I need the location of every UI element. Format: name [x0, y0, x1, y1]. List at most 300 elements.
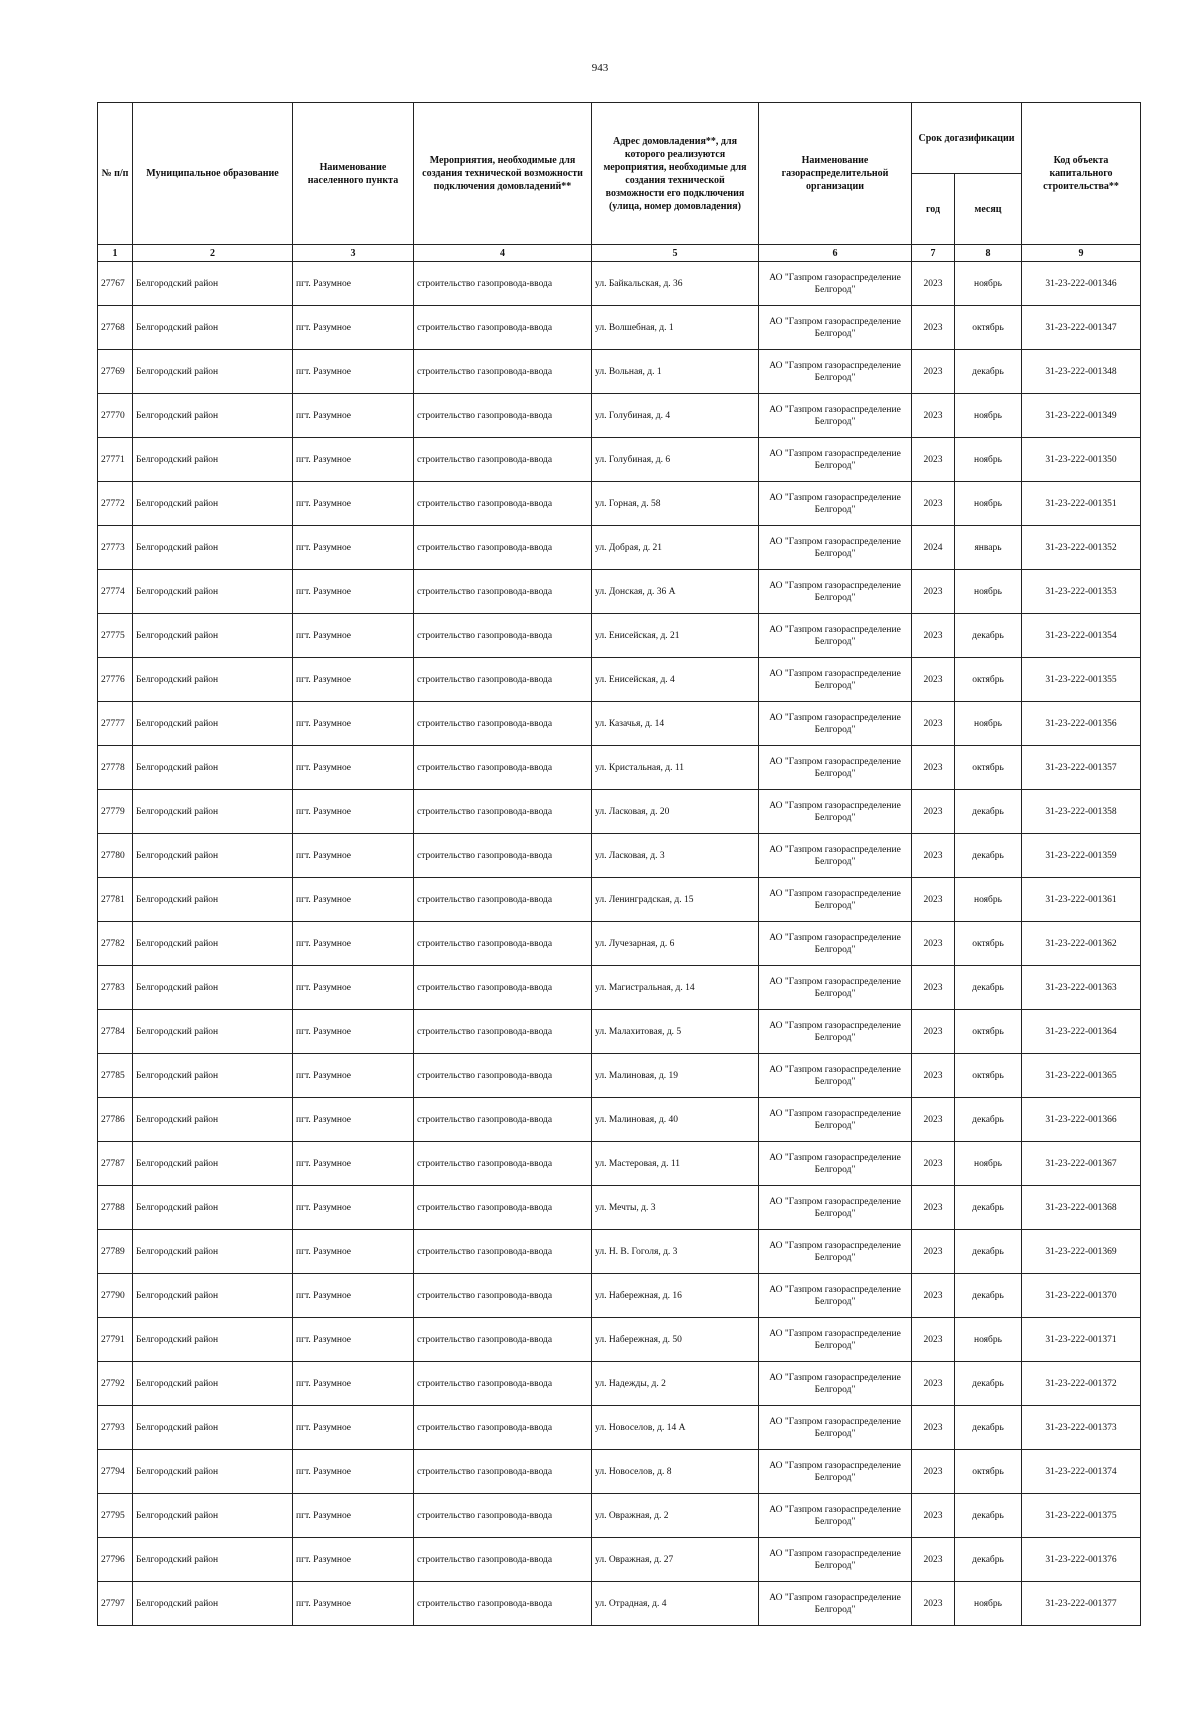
cell-municipality: Белгородский район [133, 350, 293, 394]
cell-year: 2023 [912, 306, 955, 350]
table-row [98, 790, 1141, 834]
table-row [98, 1362, 1141, 1406]
cell-month: ноябрь [955, 262, 1022, 306]
table-row [98, 482, 1141, 526]
cell-address: ул. Енисейская, д. 4 [592, 658, 759, 702]
cell-month: январь [955, 526, 1022, 570]
cell-settlement: пгт. Разумное [293, 1318, 414, 1362]
cell-municipality: Белгородский район [133, 702, 293, 746]
cell-address: ул. Мечты, д. 3 [592, 1186, 759, 1230]
cell-month: декабрь [955, 1494, 1022, 1538]
cell-row-number: 27772 [98, 482, 133, 526]
cell-municipality: Белгородский район [133, 878, 293, 922]
cell-code: 31-23-222-001356 [1022, 702, 1141, 746]
cell-year: 2023 [912, 614, 955, 658]
cell-month: декабрь [955, 614, 1022, 658]
column-number: 9 [1022, 245, 1141, 262]
cell-municipality: Белгородский район [133, 306, 293, 350]
cell-municipality: Белгородский район [133, 394, 293, 438]
cell-organization: АО "Газпром газораспределение Белгород" [759, 790, 912, 834]
cell-address: ул. Отрадная, д. 4 [592, 1582, 759, 1626]
cell-month: октябрь [955, 658, 1022, 702]
table-row [98, 1318, 1141, 1362]
cell-row-number: 27767 [98, 262, 133, 306]
header-year: год [912, 174, 955, 245]
header-measures: Мероприятия, необходимые для создания технической возможности подключения домовладений** [414, 103, 592, 245]
cell-municipality: Белгородский район [133, 790, 293, 834]
cell-address: ул. Горная, д. 58 [592, 482, 759, 526]
table-row [98, 1142, 1141, 1186]
cell-measures: строительство газопровода-ввода [414, 1538, 592, 1582]
cell-code: 31-23-222-001357 [1022, 746, 1141, 790]
cell-year: 2023 [912, 482, 955, 526]
cell-measures: строительство газопровода-ввода [414, 1186, 592, 1230]
column-numbers-row [98, 245, 1141, 262]
gasification-table [97, 102, 1141, 1626]
cell-measures: строительство газопровода-ввода [414, 438, 592, 482]
table-row [98, 350, 1141, 394]
cell-municipality: Белгородский район [133, 922, 293, 966]
cell-month: ноябрь [955, 1582, 1022, 1626]
cell-measures: строительство газопровода-ввода [414, 878, 592, 922]
cell-code: 31-23-222-001367 [1022, 1142, 1141, 1186]
cell-address: ул. Магистральная, д. 14 [592, 966, 759, 1010]
cell-address: ул. Новоселов, д. 8 [592, 1450, 759, 1494]
cell-code: 31-23-222-001358 [1022, 790, 1141, 834]
cell-settlement: пгт. Разумное [293, 746, 414, 790]
cell-organization: АО "Газпром газораспределение Белгород" [759, 1142, 912, 1186]
cell-month: ноябрь [955, 702, 1022, 746]
cell-address: ул. Казачья, д. 14 [592, 702, 759, 746]
cell-municipality: Белгородский район [133, 1494, 293, 1538]
cell-month: октябрь [955, 922, 1022, 966]
column-number: 4 [414, 245, 592, 262]
cell-measures: строительство газопровода-ввода [414, 966, 592, 1010]
cell-row-number: 27785 [98, 1054, 133, 1098]
cell-code: 31-23-222-001365 [1022, 1054, 1141, 1098]
cell-year: 2023 [912, 1450, 955, 1494]
cell-row-number: 27771 [98, 438, 133, 482]
cell-row-number: 27780 [98, 834, 133, 878]
cell-measures: строительство газопровода-ввода [414, 614, 592, 658]
cell-settlement: пгт. Разумное [293, 1362, 414, 1406]
cell-organization: АО "Газпром газораспределение Белгород" [759, 570, 912, 614]
cell-settlement: пгт. Разумное [293, 1186, 414, 1230]
cell-settlement: пгт. Разумное [293, 394, 414, 438]
cell-code: 31-23-222-001353 [1022, 570, 1141, 614]
cell-settlement: пгт. Разумное [293, 702, 414, 746]
cell-address: ул. Лучезарная, д. 6 [592, 922, 759, 966]
cell-settlement: пгт. Разумное [293, 306, 414, 350]
cell-settlement: пгт. Разумное [293, 262, 414, 306]
table-row [98, 1098, 1141, 1142]
table-row [98, 922, 1141, 966]
cell-settlement: пгт. Разумное [293, 350, 414, 394]
cell-code: 31-23-222-001349 [1022, 394, 1141, 438]
cell-code: 31-23-222-001354 [1022, 614, 1141, 658]
cell-measures: строительство газопровода-ввода [414, 790, 592, 834]
cell-row-number: 27782 [98, 922, 133, 966]
cell-municipality: Белгородский район [133, 438, 293, 482]
cell-settlement: пгт. Разумное [293, 1494, 414, 1538]
cell-year: 2023 [912, 1230, 955, 1274]
cell-municipality: Белгородский район [133, 262, 293, 306]
header-code: Код объекта капитального строительства** [1022, 103, 1141, 245]
cell-year: 2023 [912, 1098, 955, 1142]
cell-row-number: 27768 [98, 306, 133, 350]
cell-municipality: Белгородский район [133, 570, 293, 614]
cell-settlement: пгт. Разумное [293, 922, 414, 966]
cell-address: ул. Енисейская, д. 21 [592, 614, 759, 658]
cell-row-number: 27773 [98, 526, 133, 570]
table-row [98, 834, 1141, 878]
cell-row-number: 27786 [98, 1098, 133, 1142]
cell-settlement: пгт. Разумное [293, 1274, 414, 1318]
cell-organization: АО "Газпром газораспределение Белгород" [759, 922, 912, 966]
cell-row-number: 27791 [98, 1318, 133, 1362]
cell-measures: строительство газопровода-ввода [414, 1406, 592, 1450]
cell-row-number: 27781 [98, 878, 133, 922]
cell-code: 31-23-222-001369 [1022, 1230, 1141, 1274]
header-month: месяц [955, 174, 1022, 245]
cell-code: 31-23-222-001348 [1022, 350, 1141, 394]
cell-month: ноябрь [955, 438, 1022, 482]
cell-municipality: Белгородский район [133, 1186, 293, 1230]
table-row [98, 526, 1141, 570]
cell-organization: АО "Газпром газораспределение Белгород" [759, 878, 912, 922]
cell-month: ноябрь [955, 878, 1022, 922]
cell-month: декабрь [955, 1274, 1022, 1318]
cell-settlement: пгт. Разумное [293, 1142, 414, 1186]
cell-measures: строительство газопровода-ввода [414, 922, 592, 966]
cell-month: декабрь [955, 966, 1022, 1010]
cell-settlement: пгт. Разумное [293, 1230, 414, 1274]
cell-measures: строительство газопровода-ввода [414, 1230, 592, 1274]
cell-year: 2023 [912, 1010, 955, 1054]
cell-measures: строительство газопровода-ввода [414, 262, 592, 306]
cell-year: 2023 [912, 1054, 955, 1098]
cell-row-number: 27777 [98, 702, 133, 746]
cell-measures: строительство газопровода-ввода [414, 834, 592, 878]
cell-year: 2023 [912, 834, 955, 878]
cell-organization: АО "Газпром газораспределение Белгород" [759, 746, 912, 790]
cell-year: 2023 [912, 1186, 955, 1230]
header-organization: Наименование газораспределительной организации [759, 103, 912, 245]
table-row [98, 1054, 1141, 1098]
cell-address: ул. Байкальская, д. 36 [592, 262, 759, 306]
cell-code: 31-23-222-001371 [1022, 1318, 1141, 1362]
cell-month: октябрь [955, 306, 1022, 350]
cell-code: 31-23-222-001376 [1022, 1538, 1141, 1582]
table-row [98, 1450, 1141, 1494]
cell-settlement: пгт. Разумное [293, 878, 414, 922]
cell-year: 2023 [912, 262, 955, 306]
cell-code: 31-23-222-001362 [1022, 922, 1141, 966]
cell-organization: АО "Газпром газораспределение Белгород" [759, 1406, 912, 1450]
cell-address: ул. Донская, д. 36 А [592, 570, 759, 614]
cell-address: ул. Новоселов, д. 14 А [592, 1406, 759, 1450]
cell-month: октябрь [955, 1450, 1022, 1494]
cell-measures: строительство газопровода-ввода [414, 526, 592, 570]
cell-address: ул. Добрая, д. 21 [592, 526, 759, 570]
cell-address: ул. Малахитовая, д. 5 [592, 1010, 759, 1054]
cell-measures: строительство газопровода-ввода [414, 658, 592, 702]
cell-measures: строительство газопровода-ввода [414, 1274, 592, 1318]
cell-code: 31-23-222-001347 [1022, 306, 1141, 350]
cell-measures: строительство газопровода-ввода [414, 570, 592, 614]
cell-measures: строительство газопровода-ввода [414, 1318, 592, 1362]
column-number: 5 [592, 245, 759, 262]
cell-municipality: Белгородский район [133, 658, 293, 702]
cell-municipality: Белгородский район [133, 1582, 293, 1626]
page-number: 943 [591, 62, 609, 74]
cell-municipality: Белгородский район [133, 614, 293, 658]
column-number: 7 [912, 245, 955, 262]
cell-settlement: пгт. Разумное [293, 526, 414, 570]
cell-code: 31-23-222-001351 [1022, 482, 1141, 526]
cell-settlement: пгт. Разумное [293, 614, 414, 658]
cell-month: декабрь [955, 834, 1022, 878]
cell-settlement: пгт. Разумное [293, 966, 414, 1010]
cell-address: ул. Ласковая, д. 20 [592, 790, 759, 834]
cell-code: 31-23-222-001355 [1022, 658, 1141, 702]
cell-measures: строительство газопровода-ввода [414, 1054, 592, 1098]
cell-organization: АО "Газпром газораспределение Белгород" [759, 394, 912, 438]
cell-organization: АО "Газпром газораспределение Белгород" [759, 526, 912, 570]
table-row [98, 1010, 1141, 1054]
cell-row-number: 27776 [98, 658, 133, 702]
cell-row-number: 27770 [98, 394, 133, 438]
cell-measures: строительство газопровода-ввода [414, 1494, 592, 1538]
cell-row-number: 27793 [98, 1406, 133, 1450]
cell-month: декабрь [955, 350, 1022, 394]
cell-measures: строительство газопровода-ввода [414, 1450, 592, 1494]
cell-row-number: 27775 [98, 614, 133, 658]
cell-year: 2023 [912, 878, 955, 922]
cell-municipality: Белгородский район [133, 1406, 293, 1450]
cell-organization: АО "Газпром газораспределение Белгород" [759, 1450, 912, 1494]
cell-row-number: 27789 [98, 1230, 133, 1274]
table-row [98, 1494, 1141, 1538]
cell-organization: АО "Газпром газораспределение Белгород" [759, 1494, 912, 1538]
cell-year: 2023 [912, 1142, 955, 1186]
cell-month: октябрь [955, 1010, 1022, 1054]
table-row [98, 966, 1141, 1010]
cell-month: ноябрь [955, 482, 1022, 526]
cell-row-number: 27778 [98, 746, 133, 790]
table-row [98, 702, 1141, 746]
cell-settlement: пгт. Разумное [293, 1538, 414, 1582]
cell-address: ул. Набережная, д. 50 [592, 1318, 759, 1362]
cell-municipality: Белгородский район [133, 1538, 293, 1582]
cell-measures: строительство газопровода-ввода [414, 1010, 592, 1054]
cell-year: 2023 [912, 1494, 955, 1538]
header-term: Срок догазификации [912, 103, 1022, 174]
cell-year: 2023 [912, 1538, 955, 1582]
cell-month: октябрь [955, 1054, 1022, 1098]
cell-settlement: пгт. Разумное [293, 790, 414, 834]
cell-address: ул. Ленинградская, д. 15 [592, 878, 759, 922]
cell-address: ул. Овражная, д. 2 [592, 1494, 759, 1538]
cell-address: ул. Овражная, д. 27 [592, 1538, 759, 1582]
table-row [98, 438, 1141, 482]
cell-address: ул. Волшебная, д. 1 [592, 306, 759, 350]
cell-code: 31-23-222-001361 [1022, 878, 1141, 922]
cell-municipality: Белгородский район [133, 1318, 293, 1362]
cell-address: ул. Малиновая, д. 19 [592, 1054, 759, 1098]
cell-organization: АО "Газпром газораспределение Белгород" [759, 1054, 912, 1098]
cell-organization: АО "Газпром газораспределение Белгород" [759, 702, 912, 746]
cell-municipality: Белгородский район [133, 482, 293, 526]
cell-code: 31-23-222-001366 [1022, 1098, 1141, 1142]
cell-year: 2023 [912, 790, 955, 834]
cell-code: 31-23-222-001350 [1022, 438, 1141, 482]
column-number: 3 [293, 245, 414, 262]
cell-year: 2023 [912, 1274, 955, 1318]
cell-month: декабрь [955, 790, 1022, 834]
cell-measures: строительство газопровода-ввода [414, 350, 592, 394]
cell-organization: АО "Газпром газораспределение Белгород" [759, 1230, 912, 1274]
cell-address: ул. Голубиная, д. 4 [592, 394, 759, 438]
header-address: Адрес домовладения**, для которого реализуются мероприятия, необходимые для создания технической возможности его подключения (улица, номер домовладения) [592, 103, 759, 245]
cell-organization: АО "Газпром газораспределение Белгород" [759, 614, 912, 658]
cell-month: декабрь [955, 1098, 1022, 1142]
table-row [98, 1582, 1141, 1626]
cell-settlement: пгт. Разумное [293, 1450, 414, 1494]
cell-year: 2023 [912, 1582, 955, 1626]
cell-month: декабрь [955, 1538, 1022, 1582]
cell-code: 31-23-222-001375 [1022, 1494, 1141, 1538]
cell-code: 31-23-222-001370 [1022, 1274, 1141, 1318]
cell-code: 31-23-222-001352 [1022, 526, 1141, 570]
cell-year: 2023 [912, 1362, 955, 1406]
cell-year: 2024 [912, 526, 955, 570]
cell-row-number: 27794 [98, 1450, 133, 1494]
cell-row-number: 27769 [98, 350, 133, 394]
cell-year: 2023 [912, 438, 955, 482]
cell-code: 31-23-222-001372 [1022, 1362, 1141, 1406]
cell-organization: АО "Газпром газораспределение Белгород" [759, 1538, 912, 1582]
cell-row-number: 27788 [98, 1186, 133, 1230]
cell-code: 31-23-222-001373 [1022, 1406, 1141, 1450]
cell-settlement: пгт. Разумное [293, 658, 414, 702]
cell-organization: АО "Газпром газораспределение Белгород" [759, 1362, 912, 1406]
cell-organization: АО "Газпром газораспределение Белгород" [759, 1010, 912, 1054]
cell-measures: строительство газопровода-ввода [414, 1582, 592, 1626]
column-number: 6 [759, 245, 912, 262]
table-row [98, 394, 1141, 438]
cell-settlement: пгт. Разумное [293, 1098, 414, 1142]
cell-measures: строительство газопровода-ввода [414, 746, 592, 790]
cell-row-number: 27795 [98, 1494, 133, 1538]
table-body [98, 262, 1141, 1626]
cell-organization: АО "Газпром газораспределение Белгород" [759, 1274, 912, 1318]
cell-row-number: 27784 [98, 1010, 133, 1054]
cell-address: ул. Н. В. Гоголя, д. 3 [592, 1230, 759, 1274]
cell-month: ноябрь [955, 1142, 1022, 1186]
cell-row-number: 27792 [98, 1362, 133, 1406]
cell-month: декабрь [955, 1186, 1022, 1230]
cell-municipality: Белгородский район [133, 966, 293, 1010]
cell-address: ул. Надежды, д. 2 [592, 1362, 759, 1406]
cell-organization: АО "Газпром газораспределение Белгород" [759, 834, 912, 878]
cell-address: ул. Голубиная, д. 6 [592, 438, 759, 482]
cell-year: 2023 [912, 658, 955, 702]
cell-measures: строительство газопровода-ввода [414, 482, 592, 526]
table-header [98, 103, 1141, 262]
column-number: 2 [133, 245, 293, 262]
cell-row-number: 27790 [98, 1274, 133, 1318]
table-row [98, 570, 1141, 614]
cell-row-number: 27797 [98, 1582, 133, 1626]
cell-organization: АО "Газпром газораспределение Белгород" [759, 1098, 912, 1142]
cell-year: 2023 [912, 702, 955, 746]
cell-address: ул. Вольная, д. 1 [592, 350, 759, 394]
cell-settlement: пгт. Разумное [293, 1582, 414, 1626]
cell-row-number: 27779 [98, 790, 133, 834]
cell-organization: АО "Газпром газораспределение Белгород" [759, 350, 912, 394]
cell-municipality: Белгородский район [133, 526, 293, 570]
cell-municipality: Белгородский район [133, 1054, 293, 1098]
cell-organization: АО "Газпром газораспределение Белгород" [759, 966, 912, 1010]
cell-year: 2023 [912, 394, 955, 438]
cell-municipality: Белгородский район [133, 746, 293, 790]
cell-settlement: пгт. Разумное [293, 482, 414, 526]
cell-year: 2023 [912, 350, 955, 394]
cell-month: декабрь [955, 1406, 1022, 1450]
cell-code: 31-23-222-001374 [1022, 1450, 1141, 1494]
cell-measures: строительство газопровода-ввода [414, 394, 592, 438]
cell-organization: АО "Газпром газораспределение Белгород" [759, 1318, 912, 1362]
cell-year: 2023 [912, 1318, 955, 1362]
cell-municipality: Белгородский район [133, 1010, 293, 1054]
cell-row-number: 27774 [98, 570, 133, 614]
cell-settlement: пгт. Разумное [293, 1054, 414, 1098]
cell-year: 2023 [912, 966, 955, 1010]
cell-year: 2023 [912, 746, 955, 790]
cell-address: ул. Набережная, д. 16 [592, 1274, 759, 1318]
cell-address: ул. Мастеровая, д. 11 [592, 1142, 759, 1186]
column-number: 8 [955, 245, 1022, 262]
cell-settlement: пгт. Разумное [293, 1010, 414, 1054]
table-row [98, 262, 1141, 306]
table-row [98, 1186, 1141, 1230]
column-number: 1 [98, 245, 133, 262]
cell-month: декабрь [955, 1362, 1022, 1406]
cell-address: ул. Ласковая, д. 3 [592, 834, 759, 878]
cell-code: 31-23-222-001368 [1022, 1186, 1141, 1230]
cell-organization: АО "Газпром газораспределение Белгород" [759, 306, 912, 350]
cell-municipality: Белгородский район [133, 1142, 293, 1186]
header-num: № п/п [98, 103, 133, 245]
cell-year: 2023 [912, 570, 955, 614]
cell-row-number: 27796 [98, 1538, 133, 1582]
cell-settlement: пгт. Разумное [293, 834, 414, 878]
cell-code: 31-23-222-001364 [1022, 1010, 1141, 1054]
cell-settlement: пгт. Разумное [293, 570, 414, 614]
cell-month: ноябрь [955, 570, 1022, 614]
cell-month: ноябрь [955, 394, 1022, 438]
cell-measures: строительство газопровода-ввода [414, 1142, 592, 1186]
cell-year: 2023 [912, 1406, 955, 1450]
table-row [98, 658, 1141, 702]
table-row [98, 1230, 1141, 1274]
cell-measures: строительство газопровода-ввода [414, 1098, 592, 1142]
cell-organization: АО "Газпром газораспределение Белгород" [759, 262, 912, 306]
cell-municipality: Белгородский район [133, 1274, 293, 1318]
cell-organization: АО "Газпром газораспределение Белгород" [759, 482, 912, 526]
cell-municipality: Белгородский район [133, 834, 293, 878]
